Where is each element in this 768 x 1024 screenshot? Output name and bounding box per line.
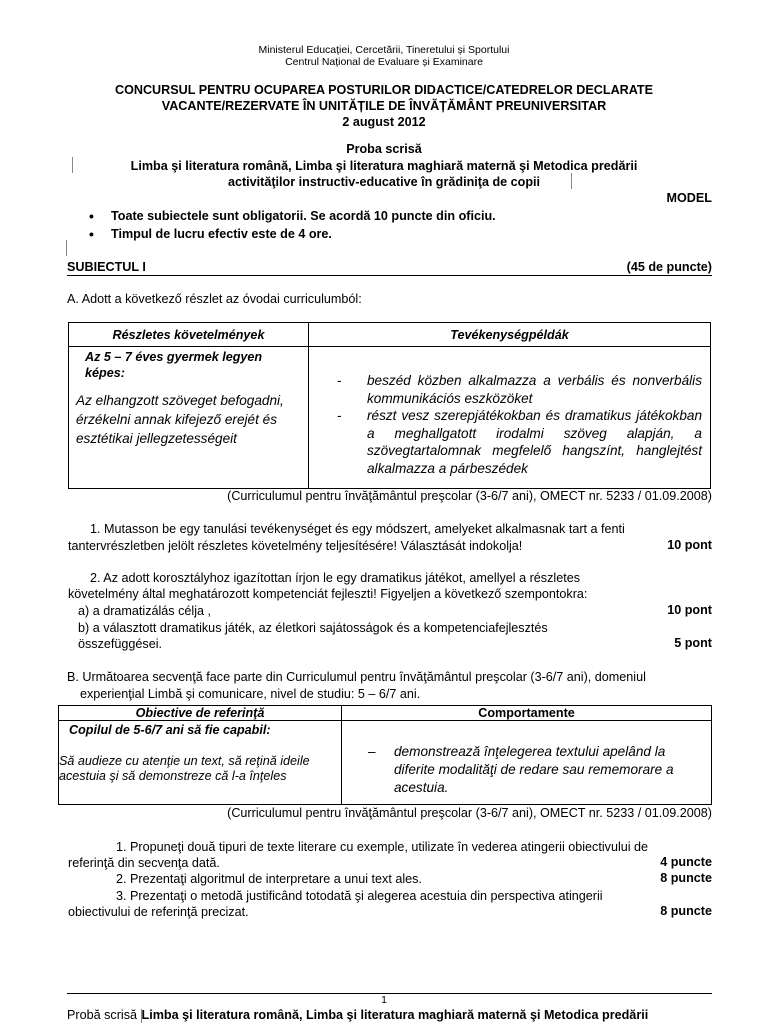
requirements-text: Az elhangzott szöveget befogadni, érzékelni annak kifejező erejét és esztétikai jellegzetességeit	[76, 393, 284, 446]
proba-label: Proba scrisă	[346, 142, 422, 156]
partB-intro-line1: B. Următoarea secvenţă face parte din Curriculumul pentru învăţământul preşcolar (3-6/7 ani), domeniul	[67, 670, 646, 684]
partB-q2: 2. Prezentaţi algoritmul de interpretare a unui text ales.	[116, 872, 422, 886]
subject1-points: (45 de puncte)	[626, 260, 712, 274]
partA-q2a: a) a dramatizálás célja ,	[78, 604, 211, 618]
instruction-item: • Timpul de lucru efectiv este de 4 ore.	[83, 225, 703, 243]
dash-marker: -	[337, 373, 342, 388]
activity-item: - beszéd közben alkalmazza a verbális és nonverbális kommunikációs eszközöket	[337, 373, 702, 406]
activity-item: - részt vesz szerepjátékokban és dramatikus játékokban a meghallgatott irodalmi szöveg alapján, a szövegtartalomnak megfelelő hangszínt, hanglejtést alkalmazza a párbeszédek	[337, 408, 702, 476]
objectives-cell	[59, 721, 342, 805]
objectives-text: Să audieze cu atenţie un text, să reţină ideile acestuia şi să demonstreze că l-a înţeles	[59, 754, 310, 783]
partB-q3-line2: obiectivului de referinţă precizat.	[68, 905, 249, 919]
exam-date: 2 august 2012	[342, 115, 426, 129]
dash-marker: -	[337, 408, 342, 423]
margin-mark	[66, 240, 67, 256]
behaviours-cell	[342, 721, 712, 805]
partA-q2b-line1: b) a választott dramatikus játék, az életkori sajátosságok és a kompetenciafejlesztés	[78, 621, 548, 635]
partB-q1-line2: referinţă din secvenţa dată.	[68, 856, 220, 870]
margin-mark	[571, 173, 572, 189]
partA-q1-line2: tantervrészletben jelölt részletes követelmény teljesítésére! Választását indokolja!	[68, 539, 523, 553]
partA-table	[68, 322, 711, 489]
margin-mark	[72, 157, 73, 173]
instructions-list	[83, 207, 703, 243]
partB-q1-points: 4 puncte	[660, 855, 712, 869]
partB-table	[58, 705, 712, 805]
table-header-cell: Comportamente	[342, 706, 712, 721]
partB-q1-line1: 1. Propuneţi două tipuri de texte literare cu exemple, utilizate în vederea atingerii obiectivului de	[116, 840, 649, 854]
partA-q1-line1: 1. Mutasson be egy tanulási tevékenységet és egy módszert, amelyeket alkalmasnak tart a fenti	[90, 522, 625, 536]
model-label: MODEL	[666, 191, 712, 205]
table-header-cell: Részletes követelmények	[69, 323, 309, 347]
partB-q3-points: 8 puncte	[660, 904, 712, 918]
title-line2: VACANTE/REZERVATE ÎN UNITĂȚILE DE ÎNVĂȚĂMÂNT PREUNIVERSITAR	[161, 99, 607, 113]
partA-q2b-line2: összefüggései.	[78, 637, 163, 651]
behaviour-item: – demonstrează înţelegerea textului apelând la diferite modalităţi de redare sau rememorare a acestuia.	[368, 744, 674, 795]
partA-q2a-points: 10 pont	[667, 603, 712, 617]
partA-q2-line2: követelmény által meghatározott kompetenciát fejleszti! Figyeljen a következő szempontokra:	[68, 587, 588, 601]
dash-marker: –	[368, 744, 376, 759]
partA-q1-points: 10 pont	[667, 538, 712, 552]
partB-intro-line2: experienţial Limbă şi comunicare, nivel de studiu: 5 – 6/7 ani.	[80, 687, 421, 701]
requirements-cell	[69, 347, 309, 489]
subject-line2: activităţilor instructiv-educative în grădiniţa de copii	[227, 175, 541, 189]
partB-q2-points: 8 puncte	[660, 871, 712, 885]
title-line1: CONCURSUL PENTRU OCUPAREA POSTURILOR DIDACTICE/CATEDRELOR DECLARATE	[114, 83, 654, 97]
requirements-heading: Az 5 – 7 éves gyermek legyen képes:	[85, 350, 263, 380]
partA-q2b-points: 5 pont	[674, 636, 712, 650]
page-number: 1	[381, 994, 387, 1006]
subject1-label: SUBIECTUL I	[67, 260, 146, 274]
partA-intro: A. Adott a következő részlet az óvodai curriculumból:	[67, 292, 362, 306]
heading-underline	[67, 275, 712, 276]
objectives-heading: Copilul de 5-6/7 ani să fie capabil:	[69, 723, 271, 737]
instruction-item: • Toate subiectele sunt obligatorii. Se acordă 10 puncte din oficiu.	[83, 207, 703, 225]
center-header: Centrul Național de Evaluare și Examinare	[285, 56, 483, 68]
table-header-cell: Obiective de referinţă	[59, 706, 342, 721]
table-header-cell: Tevékenységpéldák	[309, 323, 711, 347]
activities-cell	[309, 347, 711, 489]
partA-source: (Curriculumul pentru învăţământul preşcolar (3-6/7 ani), OMECT nr. 5233 / 01.09.2008)	[227, 489, 712, 503]
subject-line1: Limba şi literatura română, Limba şi literatura maghiară maternă şi Metodica predării	[130, 159, 638, 173]
partB-q3-line1: 3. Prezentaţi o metodă justificând totodată şi alegerea acestuia din perspectiva atingerii	[116, 889, 603, 903]
footer-text: Probă scrisă Limba şi literatura română, Limba şi literatura maghiară maternă şi Metodica predării	[67, 1008, 649, 1022]
partB-source: (Curriculumul pentru învăţământul preşcolar (3-6/7 ani), OMECT nr. 5233 / 01.09.2008)	[227, 806, 712, 820]
ministry-header: Ministerul Educației, Cercetării, Tineretului și Sportului	[258, 44, 510, 56]
partA-q2-line1: 2. Az adott korosztályhoz igazítottan írjon le egy dramatikus játékot, amellyel a részletes	[90, 571, 580, 585]
